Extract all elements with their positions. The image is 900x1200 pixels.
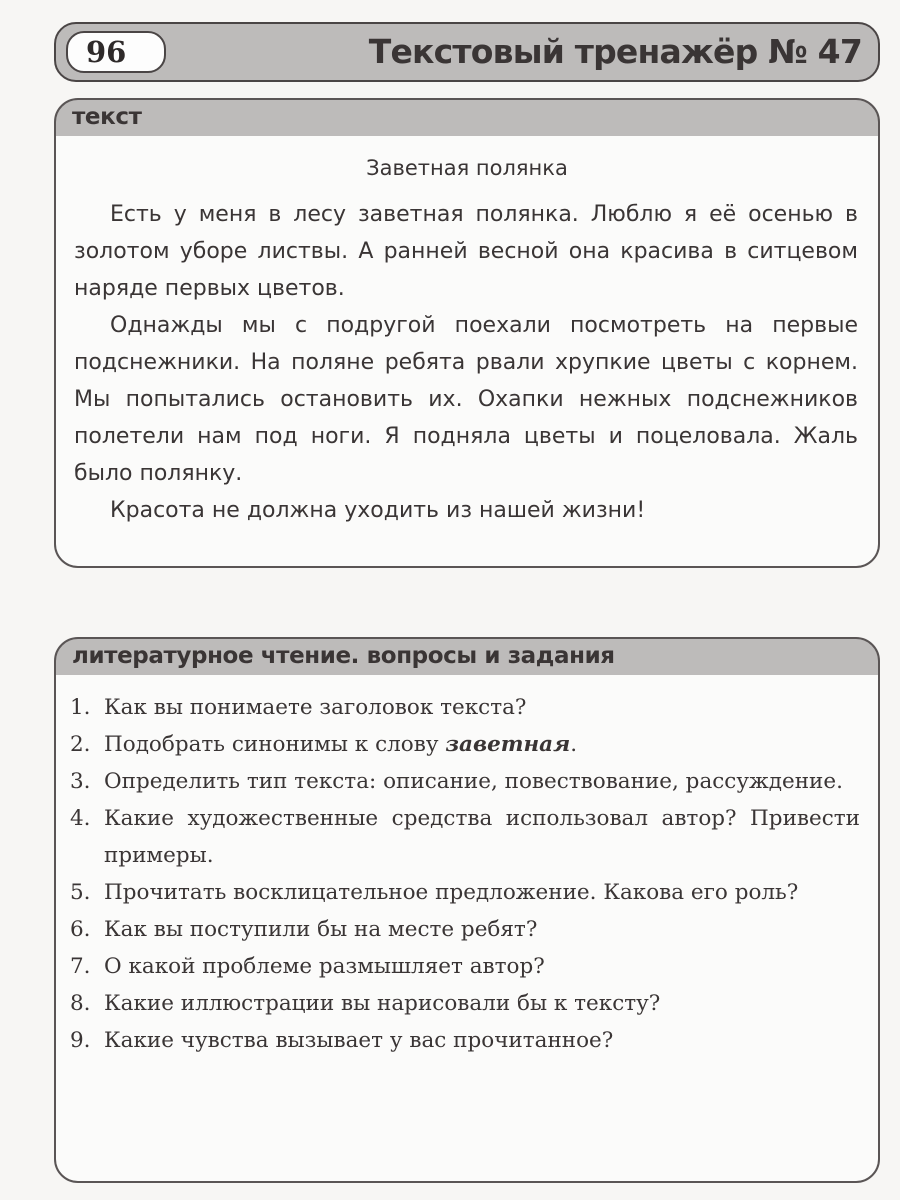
text-section-label: текст <box>72 104 142 130</box>
question-number: 7. <box>70 954 91 979</box>
question-number: 1. <box>70 695 91 720</box>
question-item <box>70 948 860 985</box>
story-title: Заветная полянка <box>366 156 568 180</box>
page-header <box>54 22 880 82</box>
question-text: Прочитать восклицательное предложение. Какова его роль? <box>104 880 799 905</box>
question-text: Как вы поступили бы на месте ребят? <box>104 917 538 942</box>
question-number: 4. <box>70 806 91 831</box>
question-suffix: . <box>570 732 578 757</box>
question-item <box>70 874 860 911</box>
question-item <box>70 763 860 800</box>
question-number: 2. <box>70 732 91 757</box>
question-item <box>70 800 860 874</box>
emphasized-word: заветная <box>445 732 571 757</box>
question-number: 5. <box>70 880 91 905</box>
story-body <box>56 196 878 529</box>
page-title: Текстовый тренажёр № 47 <box>368 32 862 71</box>
question-number: 3. <box>70 769 91 794</box>
question-number: 6. <box>70 917 91 942</box>
text-section <box>54 98 880 568</box>
question-number: 8. <box>70 991 91 1016</box>
question-text: О какой проблеме размышляет автор? <box>104 954 545 979</box>
question-text: Какие иллюстрации вы нарисовали бы к тексту? <box>104 991 661 1016</box>
story-paragraph: Однажды мы с подругой поехали посмотреть на первые подснежники. На поляне ребята рвали хрупкие цветы с корнем. Мы попытались остановить их. Охапки нежных подснежников полетели нам под ноги. Я подняла цветы и поцеловала. Жаль было полянку. <box>74 313 858 486</box>
question-text: Какие художественные средства использовал автор? Привести примеры. <box>104 806 860 868</box>
questions-section <box>54 637 880 1183</box>
question-text: Как вы понимаете заголовок текста? <box>104 695 527 720</box>
text-section-body <box>56 136 878 566</box>
questions-section-label: литературное чтение. вопросы и задания <box>72 643 615 669</box>
question-list <box>56 675 878 1059</box>
question-text-wrapper <box>104 726 860 763</box>
story-paragraph: Есть у меня в лесу заветная полянка. Люблю я её осенью в золотом уборе листвы. А ранней весной она красива в ситцевом наряде первых цветов. <box>74 202 858 301</box>
question-item <box>70 1022 860 1059</box>
question-item <box>70 911 860 948</box>
question-text: Какие чувства вызывает у вас прочитанное? <box>104 1028 614 1053</box>
question-item <box>70 726 860 763</box>
question-number: 9. <box>70 1028 91 1053</box>
question-text: Определить тип текста: описание, повествование, рассуждение. <box>104 769 843 794</box>
questions-section-body <box>56 675 878 1181</box>
question-text: Подобрать синонимы к слову <box>104 732 446 757</box>
story-paragraph: Красота не должна уходить из нашей жизни! <box>110 498 646 523</box>
question-item <box>70 689 860 726</box>
page-number: 96 <box>66 31 166 73</box>
question-item <box>70 985 860 1022</box>
